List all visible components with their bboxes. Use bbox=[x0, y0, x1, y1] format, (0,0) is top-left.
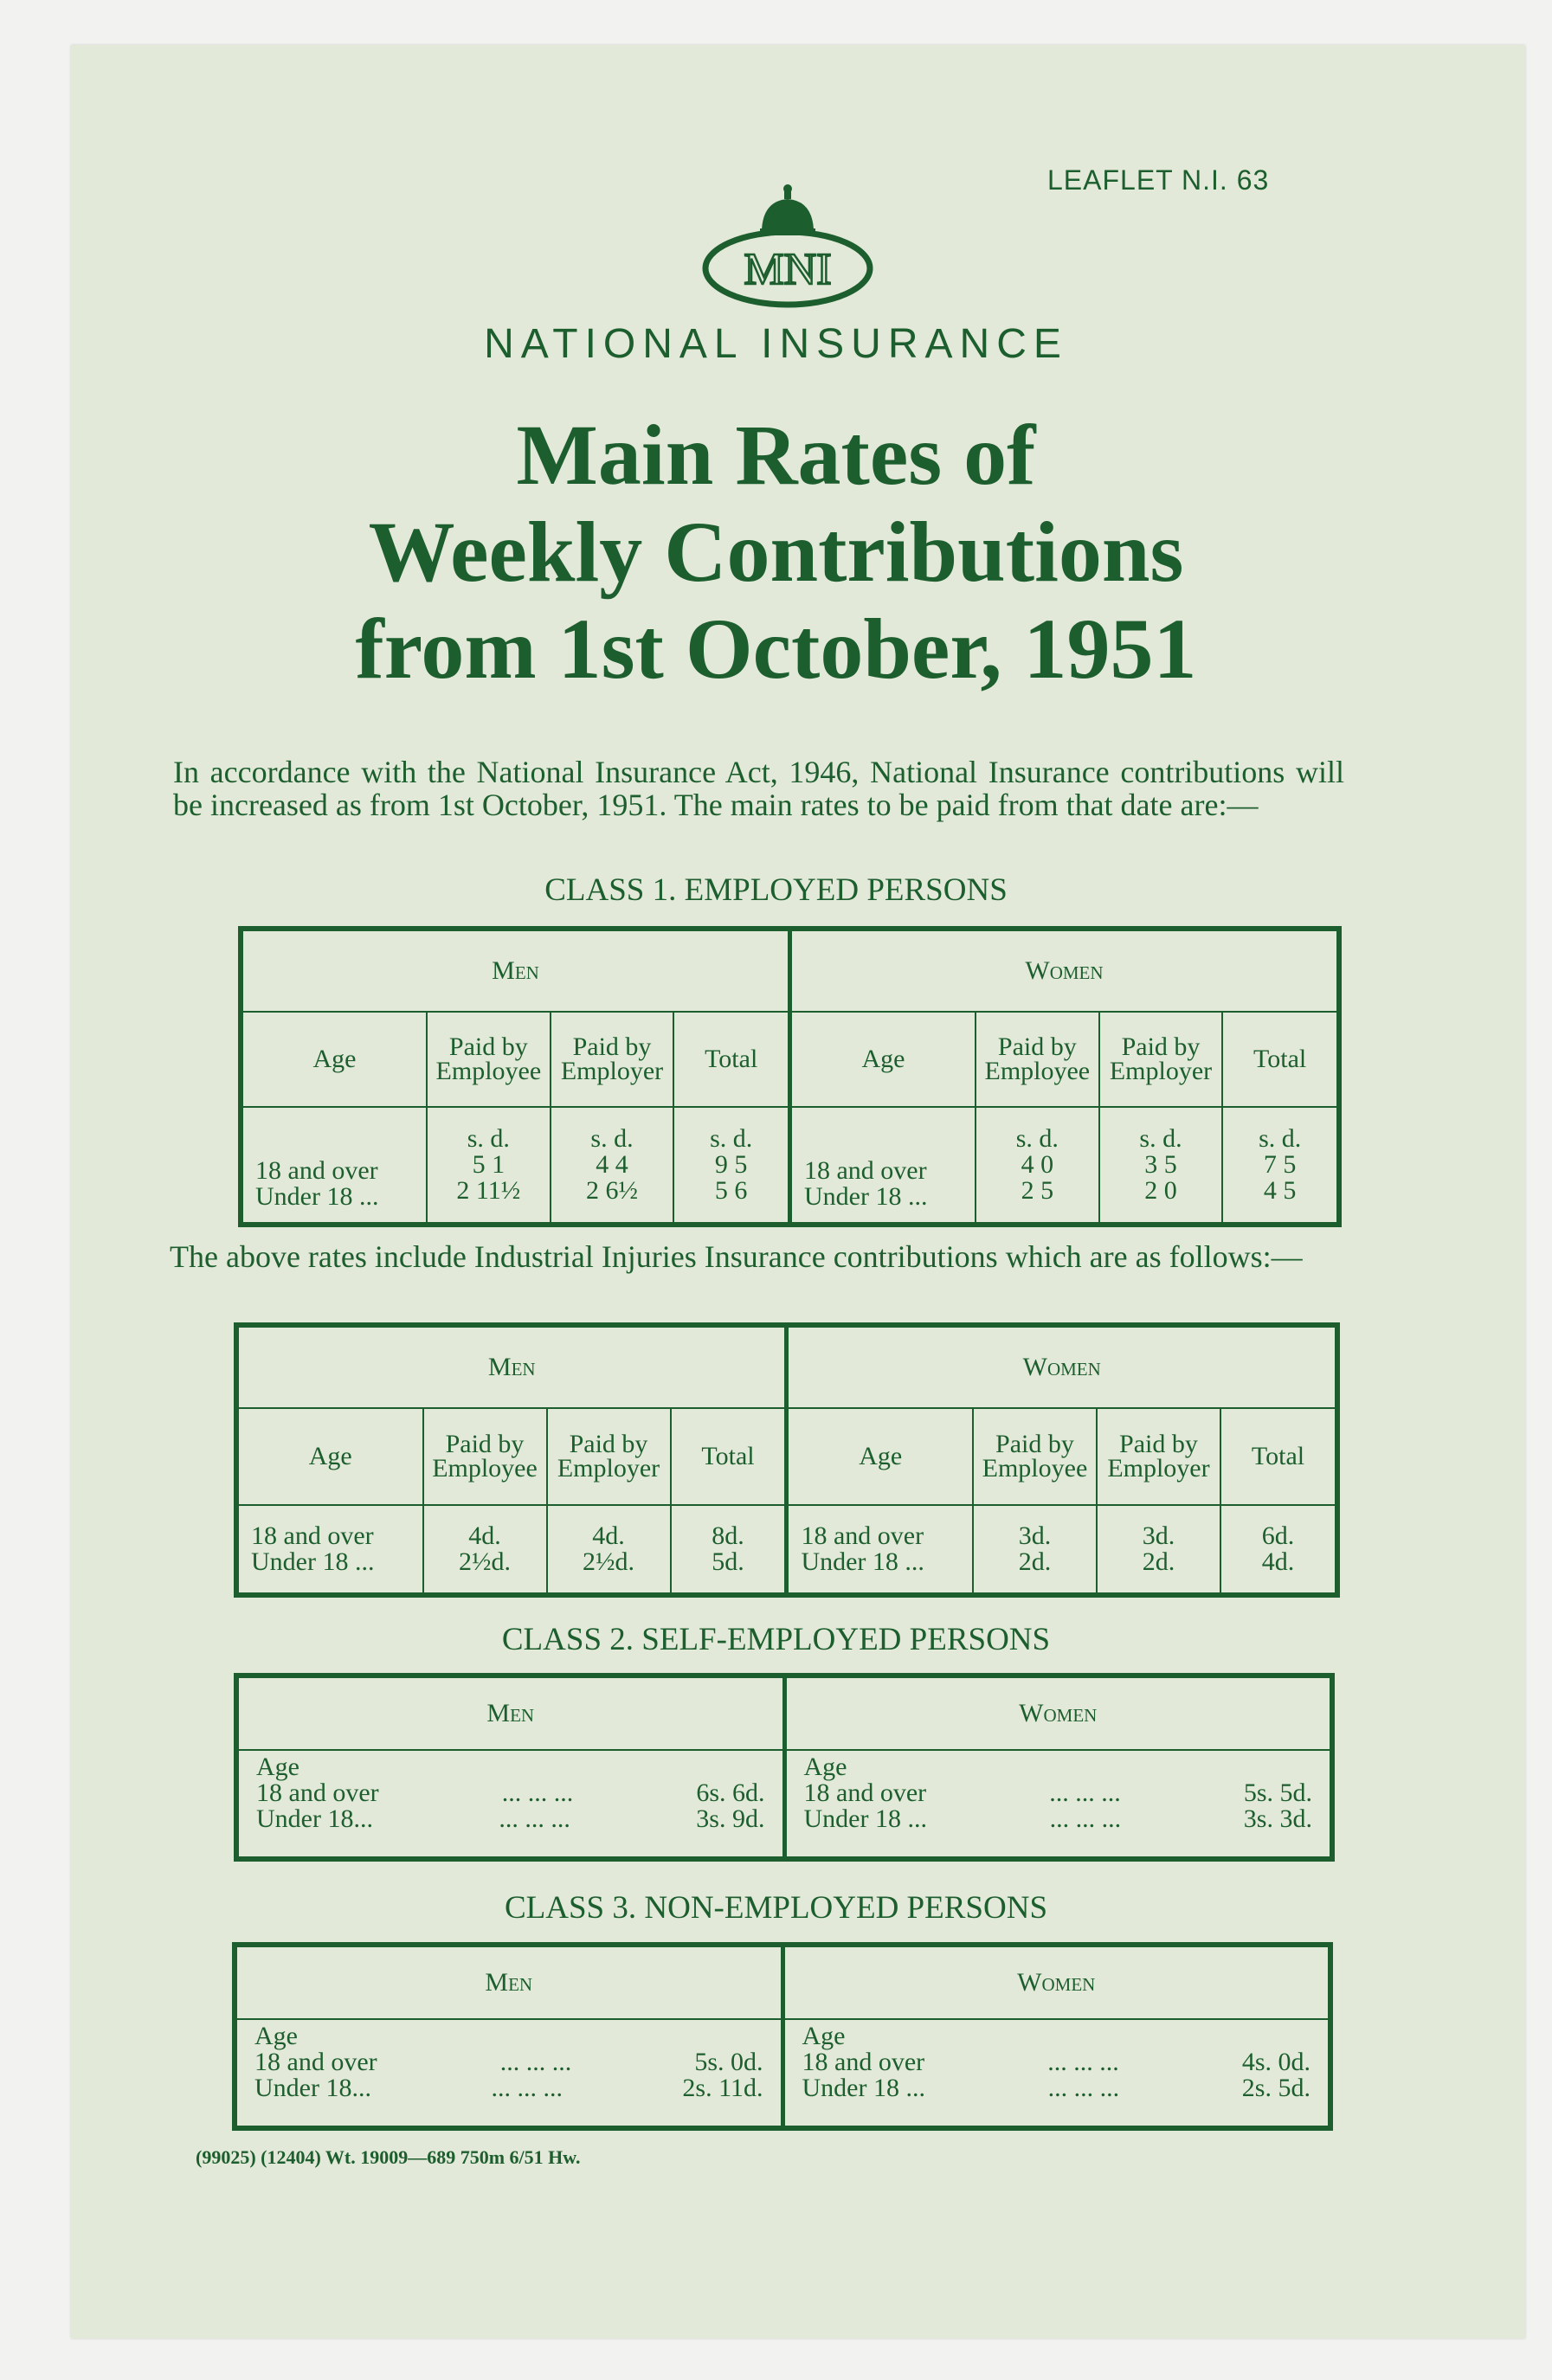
men-header: Men bbox=[236, 1325, 787, 1408]
men-total-cell: 8d. 5d. bbox=[671, 1505, 787, 1595]
rate-row: 18 and over ... ... ... 4s. 0d. bbox=[802, 2048, 1311, 2076]
title-line: Weekly Contributions bbox=[368, 504, 1184, 600]
leaflet-number: LEAFLET N.I. 63 bbox=[1047, 164, 1270, 196]
class1-table bbox=[238, 926, 1342, 1227]
age-header: Age bbox=[241, 1012, 427, 1107]
age-header: Age bbox=[787, 1408, 973, 1505]
women-header: Women bbox=[789, 929, 1339, 1012]
men-rates-cell bbox=[236, 1750, 784, 1859]
age-header: Age bbox=[236, 1408, 423, 1505]
industrial-injuries-table bbox=[234, 1322, 1340, 1598]
title-line: from 1st October, 1951 bbox=[355, 601, 1197, 697]
class3-heading: CLASS 3. NON-EMPLOYED PERSONS bbox=[504, 1890, 1048, 1926]
age-cell: 18 and over Under 18 ... bbox=[787, 1505, 973, 1595]
women-employer-cell: s. d. 3 5 2 0 bbox=[1099, 1107, 1223, 1225]
total-header: Total bbox=[673, 1012, 789, 1107]
age-cell: 18 and over Under 18 ... bbox=[236, 1505, 423, 1595]
age-header: Age bbox=[789, 1012, 976, 1107]
class1-heading: CLASS 1. EMPLOYED PERSONS bbox=[544, 872, 1008, 908]
logo-text: MNI bbox=[744, 245, 832, 294]
rate-row: Under 18... ... ... ... 3s. 9d. bbox=[256, 1804, 765, 1833]
total-header: Total bbox=[1222, 1012, 1339, 1107]
employee-header: Paid by Employee bbox=[973, 1408, 1097, 1505]
women-rates-cell bbox=[784, 1750, 1332, 1859]
employee-header: Paid by Employee bbox=[976, 1012, 1099, 1107]
class3-table bbox=[232, 1942, 1333, 2131]
rate-row: 18 and over ... ... ... 6s. 6d. bbox=[256, 1779, 765, 1807]
age-cell: 18 and over Under 18 ... bbox=[789, 1107, 976, 1225]
title-line: Main Rates of bbox=[516, 407, 1036, 503]
men-employee-cell: s. d. 5 1 2 11½ bbox=[427, 1107, 551, 1225]
women-total-cell: s. d. 7 5 4 5 bbox=[1222, 1107, 1339, 1225]
rate-row: Under 18 ... ... ... ... 3s. 3d. bbox=[803, 1804, 1312, 1833]
rate-row: Under 18... ... ... ... 2s. 11d. bbox=[254, 2074, 763, 2102]
rate-row: Under 18 ... ... ... ... 2s. 5d. bbox=[802, 2074, 1311, 2102]
industrial-injuries-note: The above rates include Industrial Injuries Insurance contributions which are as follows:— bbox=[170, 1239, 1303, 1274]
men-header: Men bbox=[235, 1945, 782, 2019]
class2-table bbox=[234, 1673, 1335, 1862]
employer-header: Paid by Employer bbox=[1099, 1012, 1223, 1107]
page-title bbox=[0, 407, 1552, 698]
women-employee-cell: s. d. 4 0 2 5 bbox=[976, 1107, 1099, 1225]
age-cell: 18 and over Under 18 ... bbox=[241, 1107, 427, 1225]
organisation-name: NATIONAL INSURANCE bbox=[484, 321, 1068, 367]
men-rates-cell bbox=[235, 2019, 782, 2128]
women-total-cell: 6d. 4d. bbox=[1220, 1505, 1337, 1595]
rate-row: 18 and over ... ... ... 5s. 5d. bbox=[803, 1779, 1312, 1807]
men-header: Men bbox=[236, 1676, 784, 1750]
age-label: Age bbox=[256, 1753, 299, 1781]
crown-emblem-logo bbox=[701, 182, 874, 312]
women-header: Women bbox=[782, 1945, 1330, 2019]
age-label: Age bbox=[254, 2022, 298, 2050]
women-employee-cell: 3d. 2d. bbox=[973, 1505, 1097, 1595]
rate-row: 18 and over ... ... ... 5s. 0d. bbox=[254, 2048, 763, 2076]
age-label: Age bbox=[803, 1753, 847, 1781]
intro-paragraph: In accordance with the National Insurance Act, 1946, National Insurance contributions will be increased as from 1st October, 1951. The main rates to be paid from that date are:— bbox=[173, 755, 1344, 822]
men-employee-cell: 4d. 2½d. bbox=[423, 1505, 547, 1595]
men-header: Men bbox=[241, 929, 789, 1012]
age-label: Age bbox=[802, 2022, 846, 2050]
print-code-footer: (99025) (12404) Wt. 19009—689 750m 6/51 Hw. bbox=[196, 2146, 581, 2168]
class2-heading: CLASS 2. SELF-EMPLOYED PERSONS bbox=[501, 1622, 1051, 1657]
men-total-cell: s. d. 9 5 5 6 bbox=[673, 1107, 789, 1225]
employer-header: Paid by Employer bbox=[551, 1012, 674, 1107]
women-header: Women bbox=[787, 1325, 1337, 1408]
women-employer-cell: 3d. 2d. bbox=[1097, 1505, 1220, 1595]
women-header: Women bbox=[784, 1676, 1332, 1750]
employer-header: Paid by Employer bbox=[547, 1408, 671, 1505]
employee-header: Paid by Employee bbox=[427, 1012, 551, 1107]
total-header: Total bbox=[1220, 1408, 1337, 1505]
employee-header: Paid by Employee bbox=[423, 1408, 547, 1505]
men-employer-cell: 4d. 2½d. bbox=[547, 1505, 671, 1595]
women-rates-cell bbox=[782, 2019, 1330, 2128]
employer-header: Paid by Employer bbox=[1097, 1408, 1220, 1505]
total-header: Total bbox=[671, 1408, 787, 1505]
men-employer-cell: s. d. 4 4 2 6½ bbox=[551, 1107, 674, 1225]
